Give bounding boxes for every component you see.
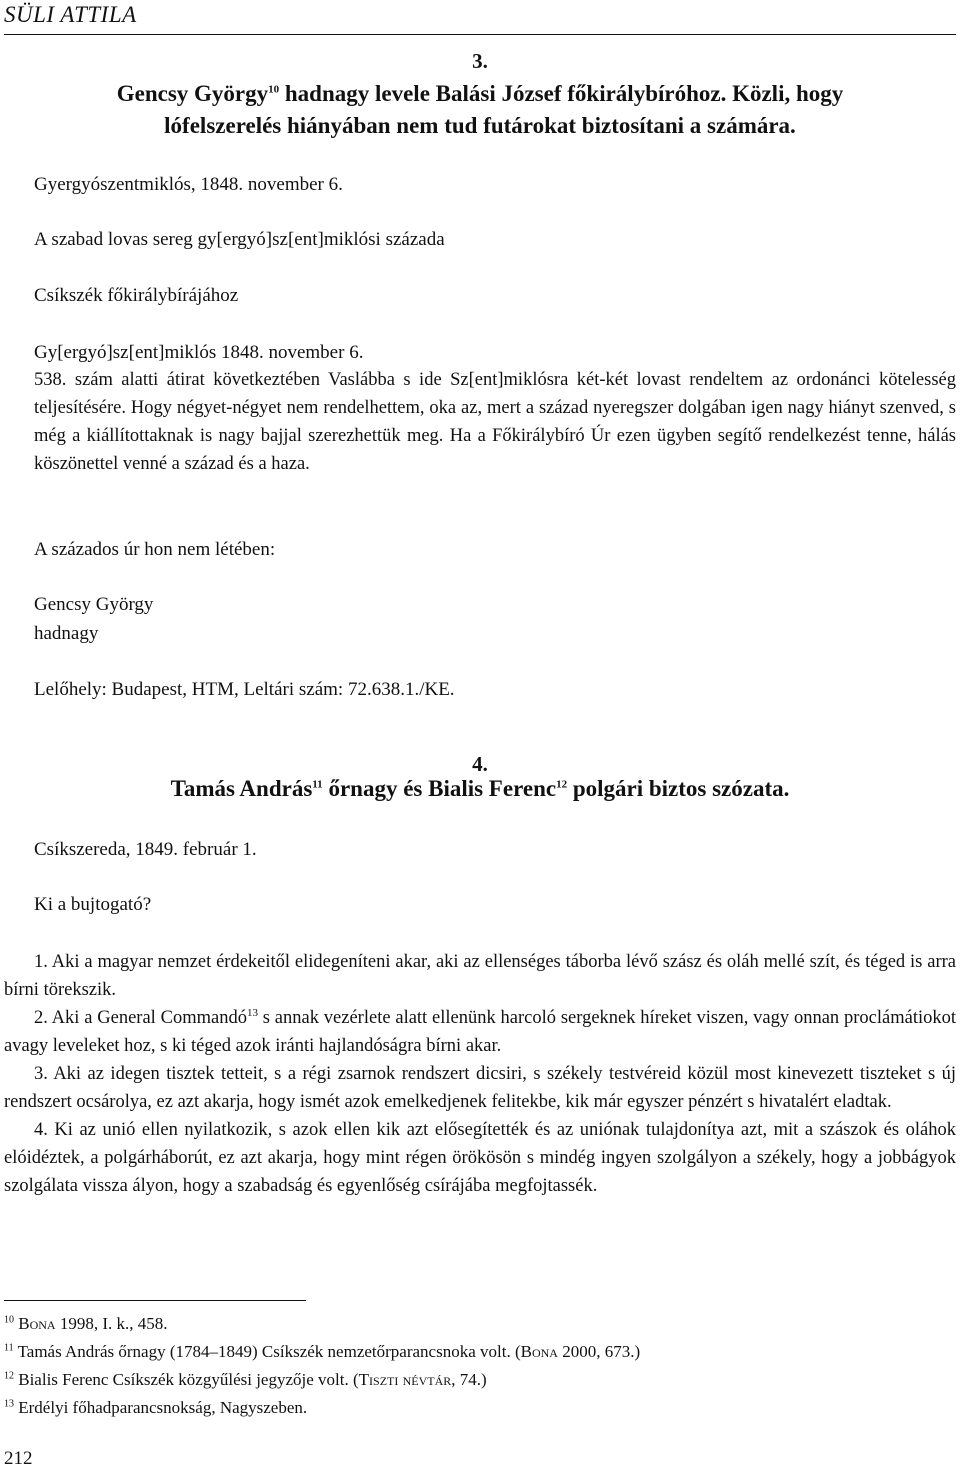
address-line-2: Csíkszék főkirálybírájához: [34, 285, 239, 306]
place-date-3: Gyergyószentmiklós, 1848. november 6.: [34, 174, 343, 195]
title-4-part-a: Tamás András: [170, 776, 313, 801]
footnote-ref-13: 13: [246, 1006, 258, 1019]
title-3-part-b: hadnagy levele Balási József főkirálybíróhoz. Közli, hogy lófelszerelés hiányában nem tud futárokat biztosítani a számára.: [164, 81, 844, 138]
footnote-text: Bialis Ferenc Csíkszék közgyűlési jegyzője volt. (: [18, 1370, 359, 1389]
letter-body: [4, 366, 956, 478]
signature-name: Gencsy György: [34, 594, 154, 615]
footnote-text: 1998, I. k., 458.: [55, 1314, 168, 1333]
footnote-12: [4, 1366, 904, 1394]
footnote-text: , 74.): [451, 1370, 487, 1389]
footnote-text: 2000, 673.): [557, 1342, 641, 1361]
footnote-smallcaps: Bona: [18, 1314, 56, 1333]
proclamation-question: Ki a bujtogató?: [34, 894, 152, 915]
item-2-part-b: s annak vezérlete alatt ellenünk harcoló sergeknek híreket viszen, vagy onnan proclámátiokot avagy leveleket hoz, s ki téged azok iránti hajlandóságra bírni akar.: [4, 1008, 956, 1056]
item-2-part-a: 2. Aki a General Commandó: [34, 1008, 247, 1028]
footnote-smallcaps: Tiszti névtár: [358, 1370, 452, 1389]
header-rule: [4, 34, 956, 35]
running-header: SÜLI ATTILA: [4, 2, 137, 27]
footnote-13: [4, 1394, 904, 1422]
footnote-number: 10: [4, 1314, 14, 1326]
letter-closing: A százados úr hon nem létében:: [34, 539, 276, 560]
place-date-4: Csíkszereda, 1849. február 1.: [34, 839, 257, 860]
footnote-number: 11: [4, 1342, 14, 1354]
footnote-rule: [4, 1300, 306, 1301]
letter-body-text: 538. szám alatti átirat következtében Vaslábba s ide Sz[ent]miklósra két-két lovast rendeltem az ordonánci kötelesség teljesítésére. Hogy négyet-négyet nem rendelhettem, oka az, mert a század nyeregszer dolgában igen nagy hiányt szenved, s még a kiállítottaknak is nagy bajjal szerezhettük meg. Ha a Főkirálybíró Úr ezen ügyben segítő rendelkezést tenne, hálás köszönettel venné a század és a haza.: [34, 370, 956, 474]
signature-rank: hadnagy: [34, 623, 99, 644]
footnote-ref-11: 11: [312, 778, 323, 791]
footnotes: [4, 1310, 904, 1422]
proclamation-items: [4, 948, 956, 1200]
title-3-part-a: Gencsy György: [116, 81, 269, 106]
proclamation-item-3: 3. Aki az idegen tisztek tetteit, s a régi zsarnok rendszert dicsiri, s székely testvéreid közül most kinevezett tiszteket s új rendszert ocsárolya, ez azt akarja, hogy ismét azok emelkedjenek felitekbe, kik már egyszer pénzért s hivatalért eladtak.: [4, 1064, 956, 1112]
source-location: Lelőhely: Budapest, HTM, Leltári szám: 72.638.1./KE.: [34, 679, 455, 700]
address-line-1: A szabad lovas sereg gy[ergyó]sz[ent]miklósi százada: [34, 229, 445, 250]
document-title-4: [0, 776, 960, 802]
document-title-3: [60, 78, 900, 142]
footnote-ref-12: 12: [556, 778, 568, 791]
footnote-text: Erdélyi főhadparancsnokság, Nagyszeben.: [18, 1398, 308, 1417]
footnote-text: Tamás András őrnagy (1784–1849) Csíkszék nemzetőrparancsnoka volt. (: [17, 1342, 521, 1361]
footnote-number: 12: [4, 1370, 14, 1382]
footnote-ref-10: 10: [268, 83, 280, 96]
footnote-10: [4, 1310, 904, 1338]
proclamation-item-1: 1. Aki a magyar nemzet érdekeitől elidegeníteni akar, aki az ellenséges táborba lévő szász és oláh mellé szít, és téged is arra bírni törekszik.: [4, 952, 956, 1000]
proclamation-item-4: 4. Ki az unió ellen nyilatkozik, s azok ellen kik azt elősegítették és az uniónak tulajdonítya azt, mit a szászok és oláhok elóidéztek, a polgárháborút, ez azt akarja, hogy mint régen örökösön s mindég ingyen szolgályon a székely, hogy a jobbágyok szolgálata vissza ályon, hogy a szabadság és egyenlőség csírájába megfojtassék.: [4, 1120, 956, 1196]
page-number: 212: [4, 1448, 33, 1469]
footnote-number: 13: [4, 1398, 14, 1410]
document-number-4: 4.: [472, 752, 488, 776]
footnote-11: [4, 1338, 904, 1366]
title-4-part-c: polgári biztos szózata.: [567, 776, 790, 801]
footnote-smallcaps: Bona: [520, 1342, 558, 1361]
dateline-3: Gy[ergyó]sz[ent]miklós 1848. november 6.: [34, 342, 364, 363]
title-4-part-b: őrnagy és Bialis Ferenc: [322, 776, 557, 801]
proclamation-item-2: [4, 1004, 956, 1060]
document-number-3: 3.: [472, 49, 488, 73]
